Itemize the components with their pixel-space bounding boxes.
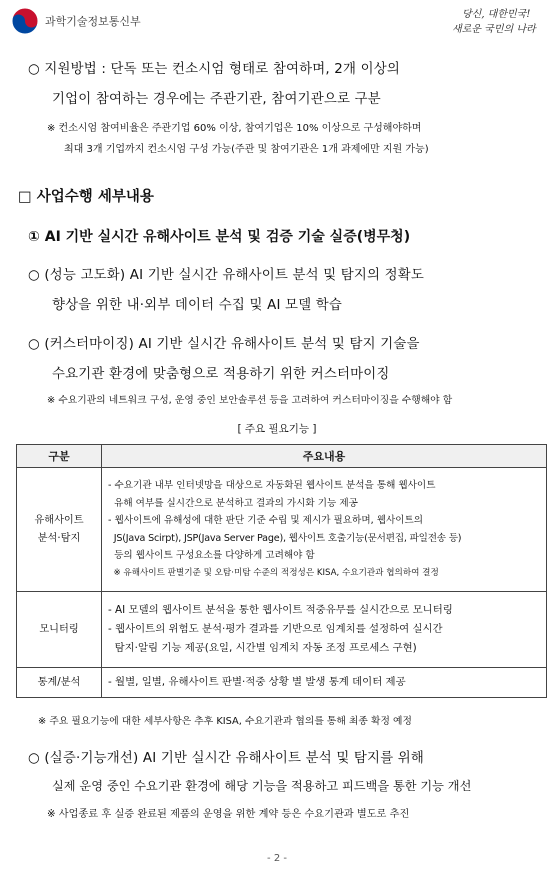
slogan-logo (448, 2, 544, 38)
section-title: □ 사업수행 세부내용 (18, 189, 154, 205)
support-method-line1: ○ 지원방법 : 단독 또는 컨소시엄 형태로 참여하며, 2개 이상의 (28, 62, 400, 77)
row-content: - 월별, 일별, 유해사이트 판별·적중 상황 별 발생 통계 데이터 제공 (102, 668, 547, 698)
table-header-row (17, 445, 547, 468)
header-category: 구분 (17, 445, 102, 468)
taeguk-logo (10, 6, 40, 36)
row-content: - AI 모델의 웹사이트 분석을 통한 웹사이트 적중유무를 실시간으로 모니터링 - 웹사이트의 위험도 분석·평가 결과를 기반으로 임계치를 설정하여 실시간 탐지·알림 기능 제공(요일, 시간별 임계치 자동 조정 프로세스 구현) (102, 592, 547, 668)
consortium-note-line2: 최대 3개 기업까지 컨소시엄 구성 가능(주관 및 참여기관은 1개 과제에만 지원 가능) (64, 144, 429, 155)
row-content: - 수요기관 내부 인터넷망을 대상으로 자동화된 웹사이트 분석을 통해 웹사이트 유해 여부를 실시간으로 분석하고 결과의 가시화 기능 제공 - 웹사이트에 유해성에 대한 판단 기준 수립 및 제시가 필요하며, 웹사이트의 JS(Java Scirpt), JSP(Java Server Page), 웹사이트 호출기능(문서편집, 파일전송 등) 등의 웹사이트 구성요소를 다양하게 고려해야 함 ※ 유해사이트 판별기준 및 오탐·미탐 수준의 적정성은 KISA, 수요기관과 협의하여 결정 (102, 468, 547, 592)
row-category: 유해사이트 분석·탐지 (17, 468, 102, 592)
ministry-name: 과학기술정보통신부 (45, 15, 141, 28)
svg-text:당신, 대한민국!: 당신, 대한민국! (462, 9, 531, 20)
performance-item-line1: ○ (성능 고도화) AI 기반 실시간 유해사이트 분석 및 탐지의 정확도 (28, 268, 425, 283)
page-number: - 2 - (267, 853, 287, 864)
requirements-table (16, 444, 547, 698)
table-caption: [ 주요 필요기능 ] (237, 423, 317, 435)
sub-section-title: ① AI 기반 실시간 유해사이트 분석 및 검증 기술 실증(병무청) (28, 229, 411, 245)
demo-note: ※ 사업종료 후 실증 완료된 제품의 운영을 위한 계약 등은 수요기관과 별도로 추진 (47, 809, 410, 820)
customizing-item-line1: ○ (커스터마이징) AI 기반 실시간 유해사이트 분석 및 탐지 기술을 (28, 337, 420, 352)
table-row (17, 668, 547, 698)
consortium-note-line1: ※ 컨소시엄 참여비율은 주관기업 60% 이상, 참여기업은 10% 이상으로 구성해야하며 (47, 123, 422, 134)
demo-item-line1: ○ (실증·기능개선) AI 기반 실시간 유해사이트 분석 및 탐지를 위해 (28, 751, 425, 766)
row-category: 모니터링 (17, 592, 102, 668)
demo-item-line2: 실제 운영 중인 수요기관 환경에 해당 기능을 적용하고 피드백을 통한 기능 개선 (52, 779, 472, 793)
customizing-note: ※ 수요기관의 네트워크 구성, 운영 중인 보안솔루션 등을 고려하여 커스터마이징을 수행해야 함 (47, 395, 453, 406)
svg-text:새로운 국민의 나라: 새로운 국민의 나라 (452, 24, 536, 35)
table-row (17, 468, 547, 592)
support-method-line2: 기업이 참여하는 경우에는 주관기관, 참여기관으로 구분 (52, 92, 381, 107)
row-category: 통계/분석 (17, 668, 102, 698)
table-row (17, 592, 547, 668)
customizing-item-line2: 수요기관 환경에 맞춤형으로 적용하기 위한 커스터마이징 (52, 367, 390, 382)
table-note: ※ 주요 필요기능에 대한 세부사항은 추후 KISA, 수요기관과 협의를 통해 최종 확정 예정 (38, 716, 412, 727)
performance-item-line2: 향상을 위한 내·외부 데이터 수집 및 AI 모델 학습 (52, 298, 343, 313)
header-content: 주요내용 (102, 445, 547, 468)
